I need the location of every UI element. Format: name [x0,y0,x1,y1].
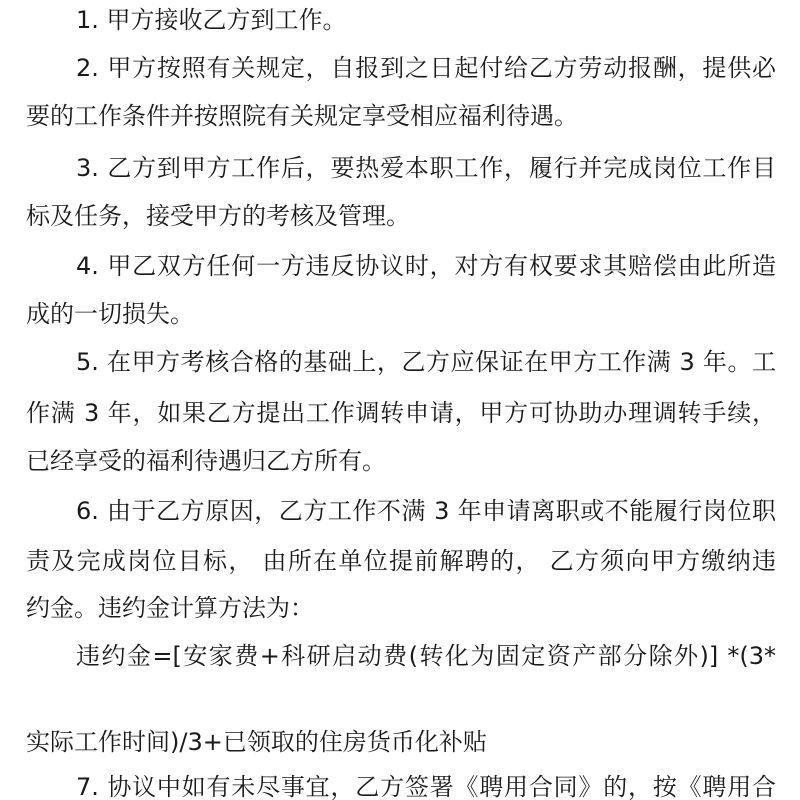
clause-7-line-1: 7. 协议中如有未尽事宜，乙方签署《聘用合同》的，按《聘用合 [76,773,776,800]
clause-3-line-2: 标及任务，接受甲方的考核及管理。 [26,202,410,230]
clause-5-line-3: 已经享受的福利待遇归乙方所有。 [26,447,386,475]
clause-2-line-2: 要的工作条件并按照院有关规定享受相应福利待遇。 [26,102,578,130]
clause-6-line-1: 6. 由于乙方原因，乙方工作不满 3 年申请离职或不能履行岗位职 [76,497,776,525]
clause-5-line-2: 作满 3 年，如果乙方提出工作调转申请，甲方可协助办理调转手续， [26,399,776,427]
clause-6-line-3: 约金。违约金计算方法为： [26,594,314,622]
clause-4-line-2: 成的一切损失。 [26,300,194,328]
clause-6-line-2: 责及完成岗位目标， 由所在单位提前解聘的， 乙方须向甲方缴纳违 [26,547,776,575]
clause-1-line-1: 1. 甲方接收乙方到工作。 [76,6,347,34]
clause-4-line-1: 4. 甲乙双方任何一方违反协议时，对方有权要求其赔偿由此所造 [76,252,776,280]
clause-5-line-1: 5. 在甲方考核合格的基础上，乙方应保证在甲方工作满 3 年。工 [76,348,776,376]
clause-2-line-1: 2. 甲方按照有关规定，自报到之日起付给乙方劳动报酬，提供必 [76,54,776,82]
penalty-formula-line-2: 实际工作时间)/3+已领取的住房货币化补贴 [26,728,487,756]
clause-3-line-1: 3. 乙方到甲方工作后，要热爱本职工作，履行并完成岗位工作目 [76,154,776,182]
penalty-formula-line-1: 违约金=[安家费+科研启动费(转化为固定资产部分除外)] *(3* [76,642,776,670]
